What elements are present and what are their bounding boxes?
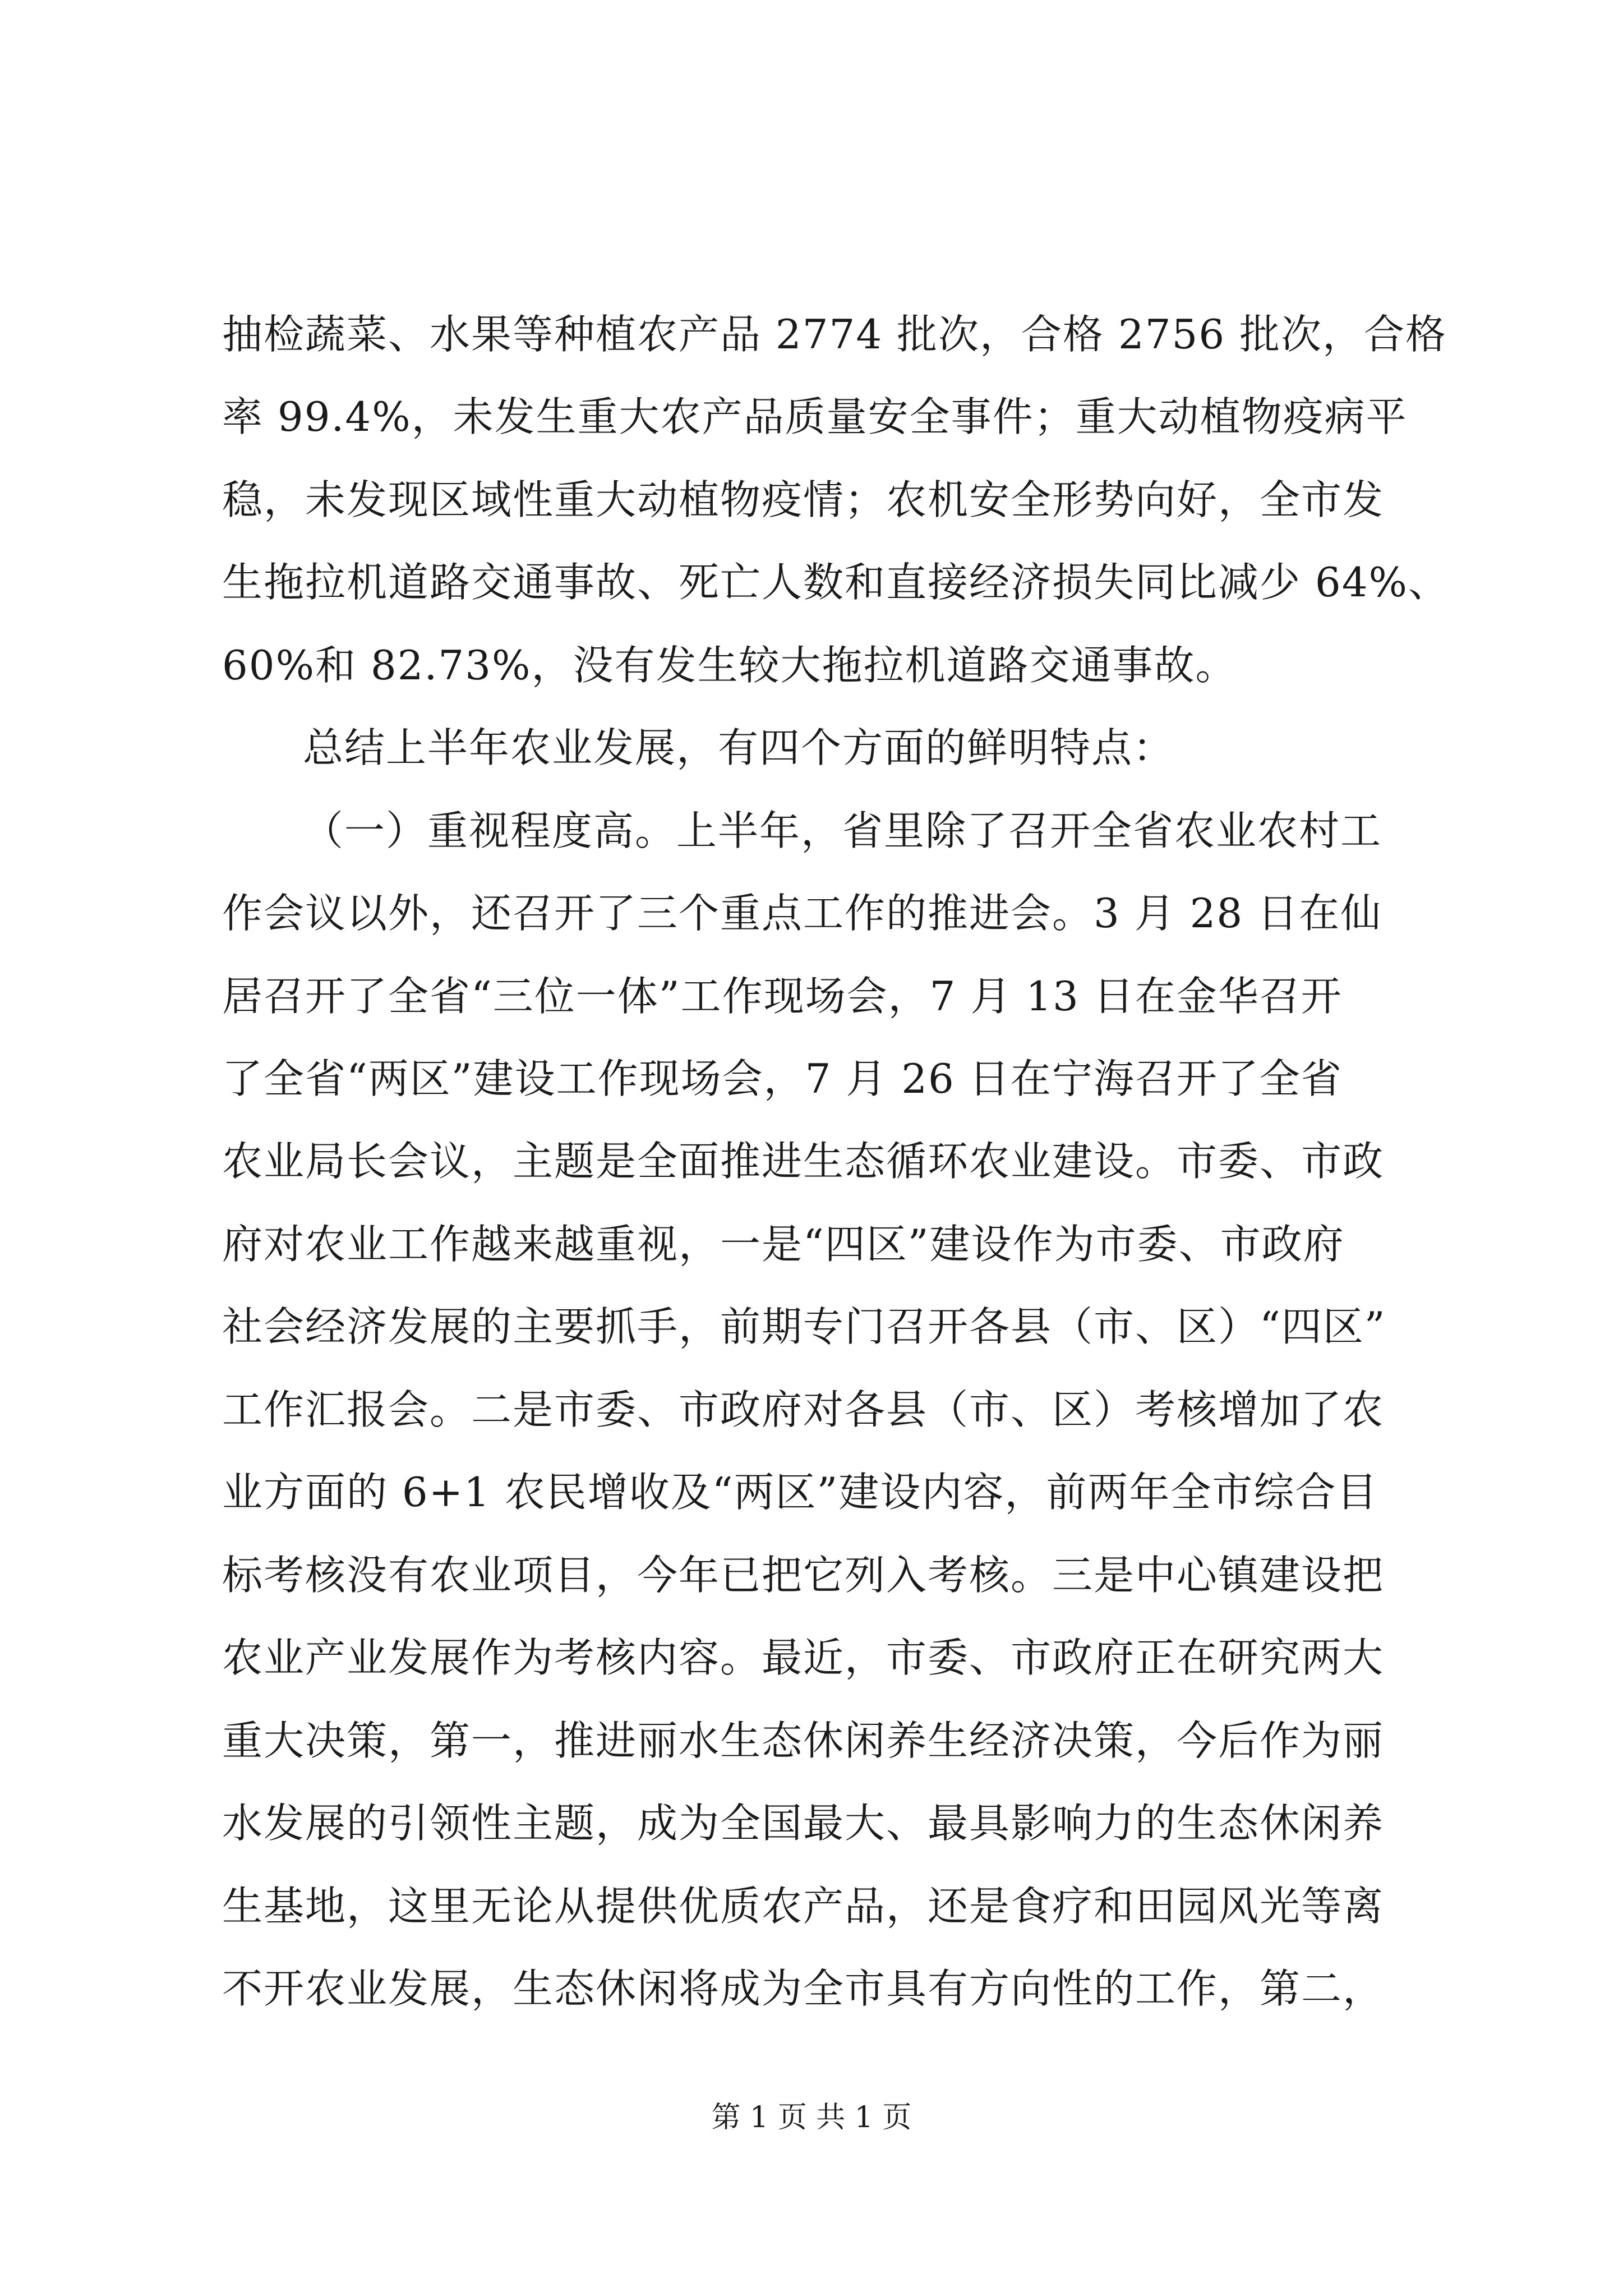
page-number-footer: 第 1 页 共 1 页	[711, 2101, 912, 2134]
text-line: 60%和 82.73%，没有发生较大拖拉机道路交通事故。	[222, 642, 1237, 689]
text-line: （一）重视程度高。上半年，省里除了召开全省农业农村工	[303, 807, 1382, 854]
text-line: 稳，未发现区域性重大动植物疫情；农机安全形势向好，全市发	[222, 476, 1385, 523]
text-line: 重大决策，第一，推进丽水生态休闲养生经济决策，今后作为丽	[222, 1717, 1385, 1764]
text-line: 业方面的 6+1 农民增收及“两区”建设内容，前两年全市综合目	[222, 1469, 1378, 1516]
text-line: 标考核没有农业项目，今年已把它列入考核。三是中心镇建设把	[222, 1552, 1385, 1599]
text-line: 工作汇报会。二是市委、市政府对各县（市、区）考核增加了农	[222, 1386, 1385, 1433]
text-line: 生基地，这里无论从提供优质农产品，还是食疗和田园风光等离	[222, 1883, 1385, 1930]
text-line: 水发展的引领性主题，成为全国最大、最具影响力的生态休闲养	[222, 1800, 1385, 1847]
text-line: 农业局长会议，主题是全面推进生态循环农业建设。市委、市政	[222, 1138, 1385, 1185]
text-line: 生拖拉机道路交通事故、死亡人数和直接经济损失同比减少 64%、	[222, 559, 1450, 606]
text-line: 了全省“两区”建设工作现场会，7 月 26 日在宁海召开了全省	[222, 1055, 1343, 1102]
text-line: 农业产业发展作为考核内容。最近，市委、市政府正在研究两大	[222, 1634, 1385, 1681]
text-line: 居召开了全省“三位一体”工作现场会，7 月 13 日在金华召开	[222, 973, 1343, 1020]
text-line: 不开农业发展，生态休闲将成为全市具有方向性的工作，第二，	[222, 1965, 1385, 2012]
text-line: 总结上半年农业发展，有四个方面的鲜明特点：	[303, 724, 1175, 771]
text-line: 作会议以外，还召开了三个重点工作的推进会。3 月 28 日在仙	[222, 890, 1382, 937]
text-line: 率 99.4%，未发生重大农产品质量安全事件；重大动植物疫病平	[222, 393, 1408, 440]
text-line: 社会经济发展的主要抓手，前期专门召开各县（市、区）“四区”	[222, 1303, 1386, 1350]
text-line: 抽检蔬菜、水果等种植农产品 2774 批次，合格 2756 批次，合格	[222, 311, 1447, 358]
text-line: 府对农业工作越来越重视，一是“四区”建设作为市委、市政府	[222, 1221, 1345, 1268]
